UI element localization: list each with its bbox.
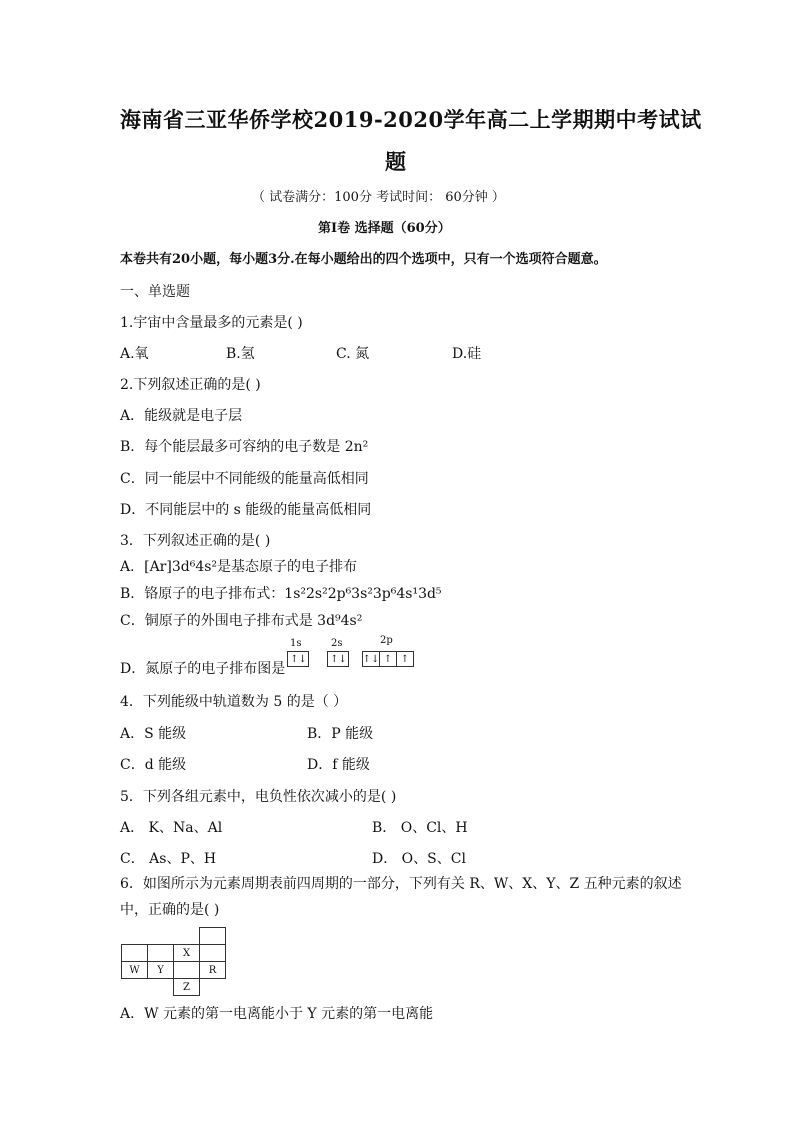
section-header: 第Ⅰ卷 选择题（60分） bbox=[318, 221, 451, 236]
q2-option-a: A．能级就是电子层 bbox=[120, 408, 243, 424]
q5-option-a: A． K、Na、Al bbox=[120, 820, 223, 836]
element-z: Z bbox=[174, 979, 200, 996]
q4-option-d: D．f 能级 bbox=[307, 757, 370, 773]
orbital-label-2p: 2p bbox=[380, 635, 393, 646]
q2-option-c: C．同一能层中不同能级的能量高低相同 bbox=[120, 471, 369, 487]
q4-option-b: B．P 能级 bbox=[307, 726, 374, 742]
q3-option-d: D．氮原子的电子排布图是 bbox=[120, 661, 286, 677]
page-title-line1: 海南省三亚华侨学校2019-2020学年高二上学期期中考试试 bbox=[120, 107, 702, 132]
orbital-cell: ↑ bbox=[400, 653, 410, 665]
q6-stem-line2: 中，正确的是( ) bbox=[120, 902, 220, 918]
element-x: X bbox=[174, 945, 200, 962]
q1-option-b: B.氢 bbox=[226, 346, 255, 362]
q2-stem: 2.下列叙述正确的是( ) bbox=[120, 377, 261, 393]
orbital-box-1s bbox=[287, 651, 309, 667]
q3-stem: 3．下列叙述正确的是( ) bbox=[120, 533, 271, 549]
orbital-label-2s: 2s bbox=[331, 638, 343, 649]
q3-option-b: B．铬原子的电子排布式：1s²2s²2p⁶3s²3p⁶4s¹3d⁵ bbox=[120, 586, 442, 602]
q6-option-a: A．W 元素的第一电离能小于 Y 元素的第一电离能 bbox=[120, 1006, 434, 1022]
q5-stem: 5．下列各组元素中，电负性依次减小的是( ) bbox=[120, 789, 397, 805]
part-heading: 一、单选题 bbox=[120, 284, 190, 300]
periodic-table-fragment bbox=[121, 927, 226, 996]
orbital-label-1s: 1s bbox=[290, 638, 302, 649]
q4-stem: 4．下列能级中轨道数为 5 的是（ ） bbox=[120, 694, 348, 710]
q4-option-c: C．d 能级 bbox=[120, 757, 187, 773]
instructions: 本卷共有20小题，每小题3分.在每小题给出的四个选项中，只有一个选项符合题意。 bbox=[120, 252, 607, 267]
orbital-cell: ↑↓ bbox=[330, 653, 347, 665]
q5-option-d: D． O、S、Cl bbox=[372, 851, 466, 867]
element-r: R bbox=[200, 962, 226, 979]
element-w: W bbox=[122, 962, 148, 979]
q1-option-a: A.氧 bbox=[120, 346, 149, 362]
q3-option-a: A．[Ar]3d⁶4s²是基态原子的电子排布 bbox=[120, 559, 358, 575]
element-y: Y bbox=[148, 962, 174, 979]
orbital-cell: ↑↓ bbox=[290, 653, 307, 665]
q2-option-b: B．每个能层最多可容纳的电子数是 2n² bbox=[120, 439, 369, 455]
q2-option-d: D．不同能层中的 s 能级的能量高低相同 bbox=[120, 502, 372, 518]
q1-option-c: C. 氮 bbox=[336, 346, 370, 362]
page-title-line2: 题 bbox=[385, 149, 407, 174]
q6-stem-line1: 6．如图所示为元素周期表前四周期的一部分，下列有关 R、W、X、Y、Z 五种元素的叙述 bbox=[120, 876, 682, 892]
q1-option-d: D.硅 bbox=[452, 346, 482, 362]
q3-option-c: C．铜原子的外围电子排布式是 3d⁹4s² bbox=[120, 613, 363, 629]
orbital-cell: ↑↓ bbox=[362, 653, 380, 665]
q1-stem: 1.宇宙中含量最多的元素是( ) bbox=[120, 315, 303, 331]
q5-option-c: C． As、P、H bbox=[120, 851, 217, 867]
q4-option-a: A．S 能级 bbox=[120, 726, 187, 742]
orbital-box-2p bbox=[362, 651, 414, 667]
exam-info: （ 试卷满分：100分 考试时间： 60分钟 ） bbox=[252, 190, 505, 205]
orbital-box-2s bbox=[327, 651, 349, 667]
orbital-cell: ↑ bbox=[380, 652, 397, 666]
q5-option-b: B． O、Cl、H bbox=[372, 820, 468, 836]
